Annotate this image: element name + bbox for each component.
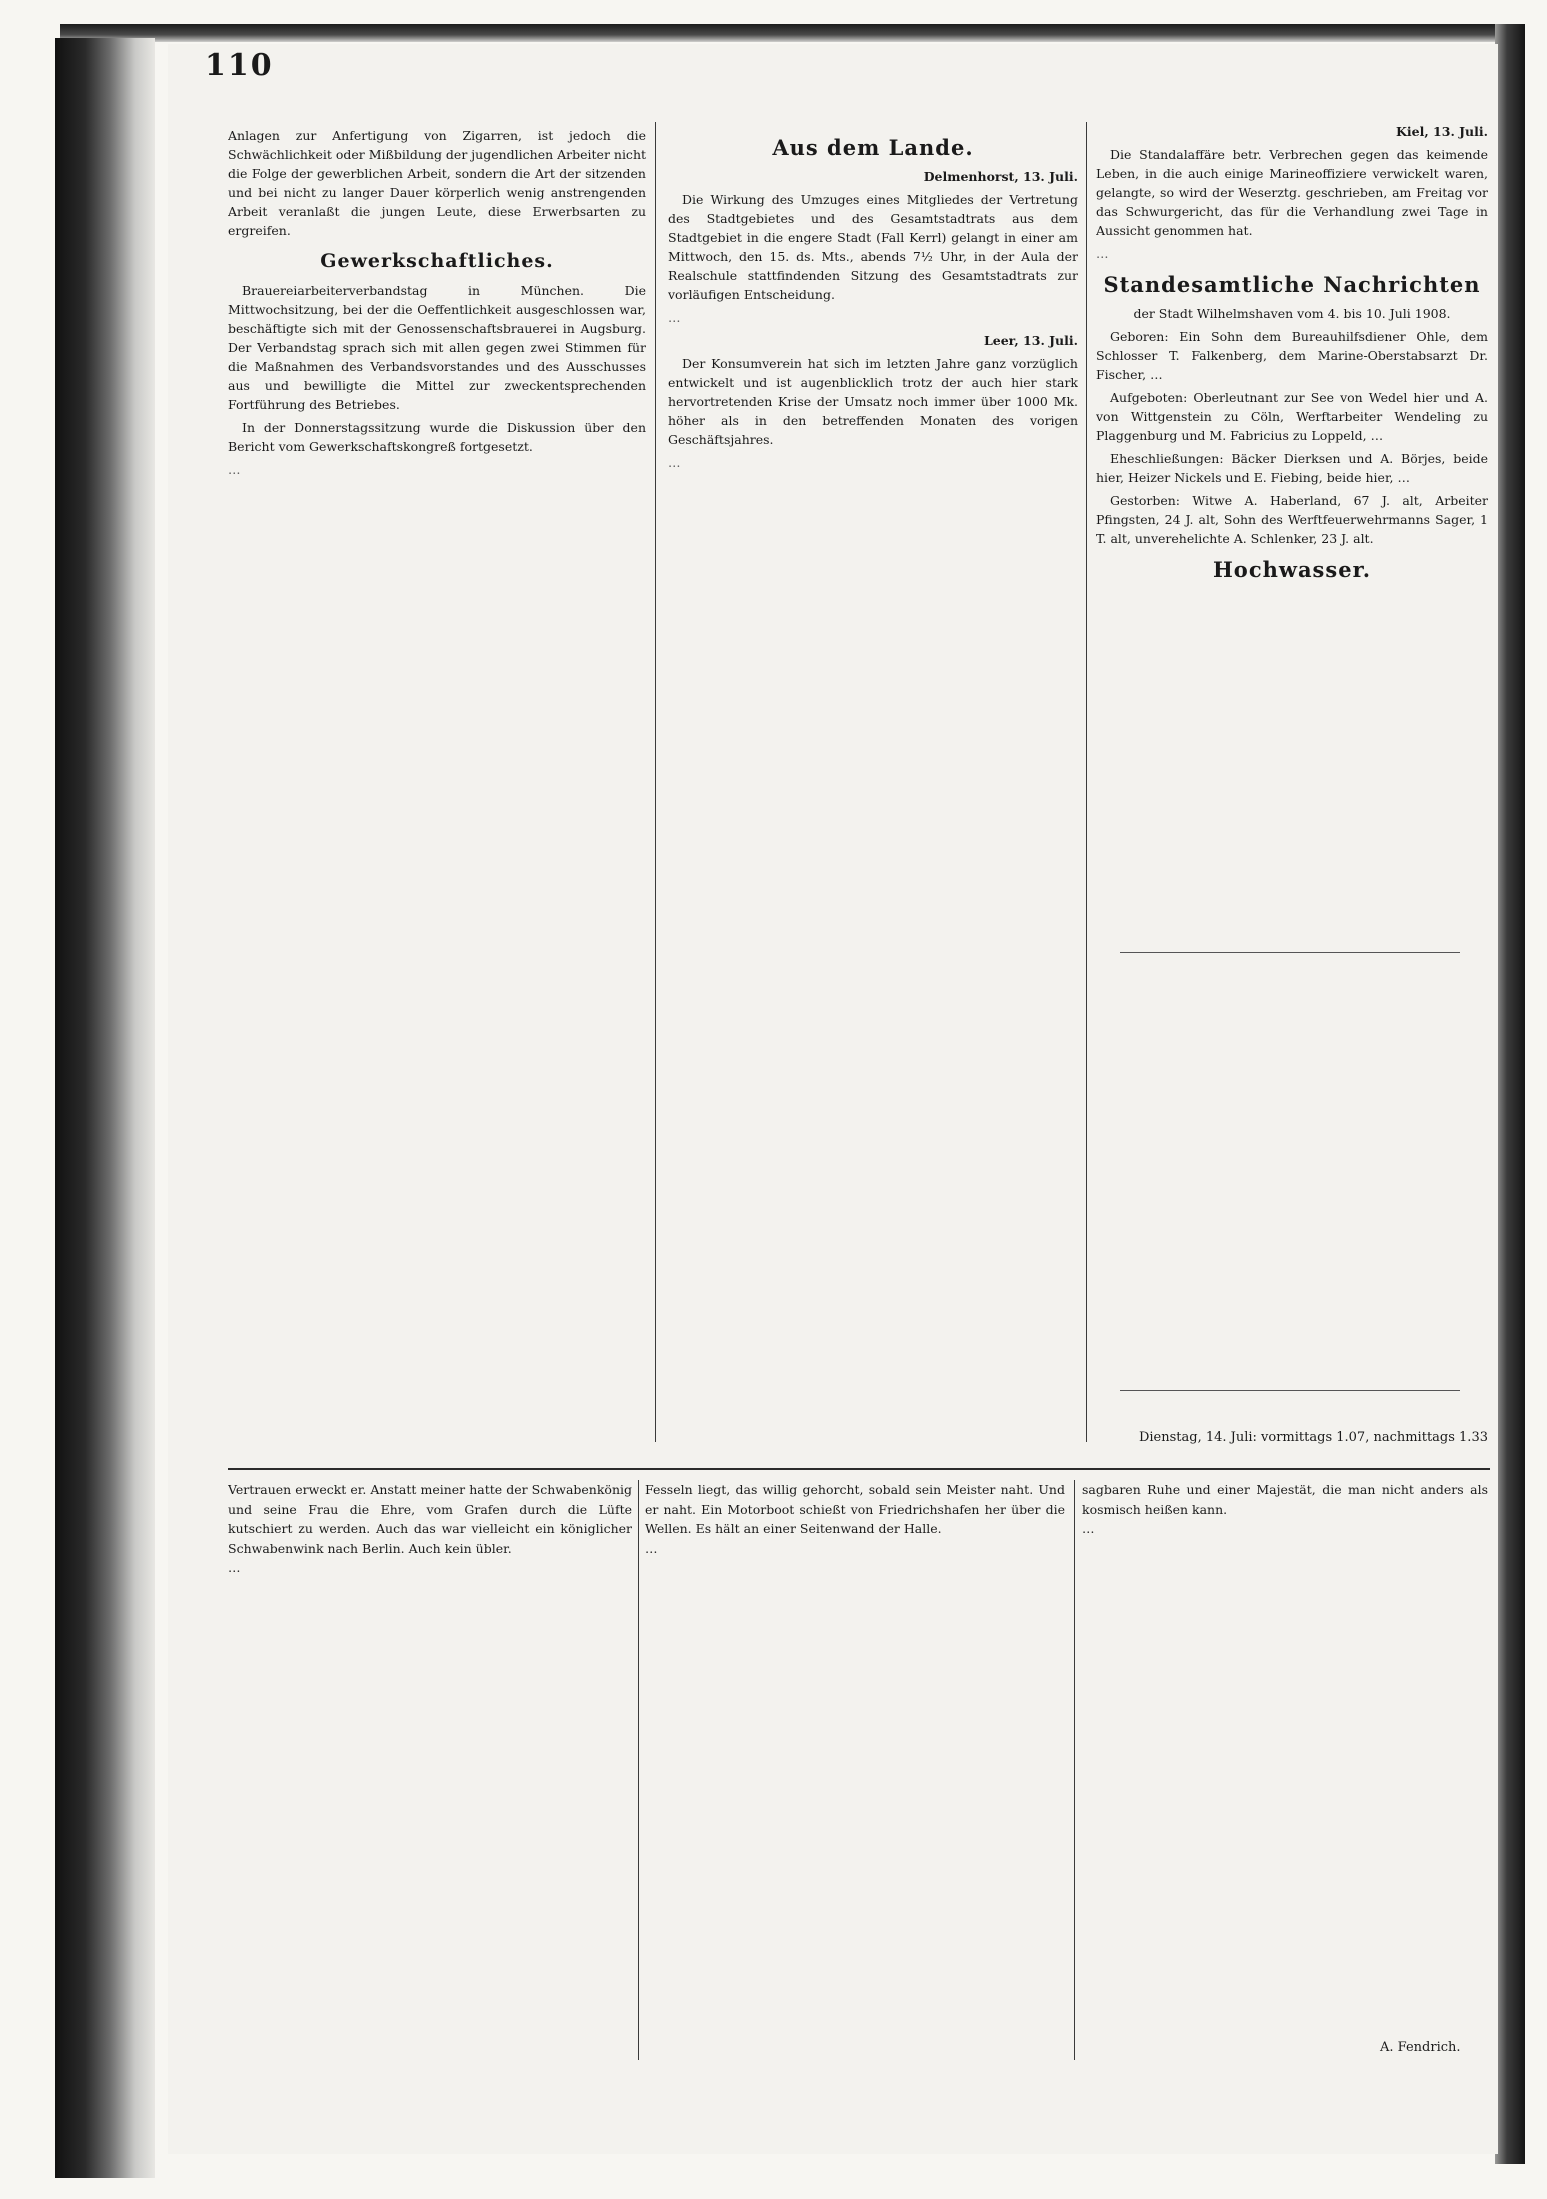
column1-paragraph-2: In der Donnerstagssitzung wurde die Diskussion über den Bericht vom Gewerkschaftskongreß fortgesetzt.	[228, 420, 646, 454]
feuilleton-separator	[228, 1468, 1490, 1470]
feuilleton-col2-start: Fesseln liegt, das willig gehorcht, sobald sein Meister naht. Und er naht. Ein Motorboot schießt von Friedrichshafen her über die Wellen. Es hält an einer Seitenwand der Halle.	[645, 1482, 1065, 1536]
column-3	[1096, 120, 1488, 1470]
author-signature: A. Fendrich.	[1380, 2040, 1461, 2055]
rule-above-hochwasser	[1120, 1390, 1460, 1391]
tide-times: Dienstag, 14. Juli: vormittags 1.07, nachmittags 1.33	[1138, 1430, 1488, 1445]
book-edge-top	[60, 24, 1520, 42]
column1-paragraph-1: Brauereiarbeiterverbandstag in München. Die Mittwochsitzung, bei der die Oeffentlichkeit ausgeschlossen war, beschäftigte sich mit der Genossenschaftsbrauerei in Augsburg. Der Verbandstag sprach sich mit allen gegen zwei Stimmen für die Maßnahmen des Verbandsvorstandes und des Ausschusses aus und bewilligte die Mittel zur zweckentsprechenden Fortführung des Betriebes.	[228, 283, 646, 412]
standesamt-births: Geboren: Ein Sohn dem Bureauhilfsdiener Ohle, dem Schlosser T. Falkenberg, dem Marine-Oberstabsarzt Dr. Fischer, …	[1096, 329, 1488, 382]
book-edge-right	[1495, 24, 1525, 2164]
feuilleton-rule-1	[638, 1480, 639, 2060]
section-heading-gewerkschaftliches: Gewerkschaftliches.	[320, 250, 554, 272]
feuilleton-column-2	[645, 1480, 1065, 2060]
column-rule-2	[1086, 122, 1087, 1442]
standesamt-marriages: Eheschließungen: Bäcker Dierksen und A. Börjes, beide hier, Heizer Nickels und E. Fiebing, beide hier, …	[1096, 451, 1488, 485]
feuilleton-column-3	[1082, 1480, 1488, 2060]
column-rule-1	[655, 122, 656, 1442]
column2-paragraph-1: Die Wirkung des Umzuges eines Mitgliedes der Vertretung des Stadtgebietes und des Gesamtstadtrats aus dem Stadtgebiet in die engere Stadt (Fall Kerrl) gelangt in einer am Mittwoch, den 15. ds. Mts., abends 7½ Uhr, in der Aula der Realschule stattfindenden Sitzung des Gesamtstadtrats zur vorläufigen Entscheidung.	[668, 192, 1078, 302]
standesamt-deaths: Gestorben: Witwe A. Haberland, 67 J. alt, Arbeiter Pfingsten, 24 J. alt, Sohn des Werftfeuerwehrmanns Sager, 1 T. alt, unverehelichte A. Schlenker, 23 J. alt.	[1096, 493, 1488, 546]
feuilleton-col3-start: sagbaren Ruhe und einer Majestät, die man nicht anders als kosmisch heißen kann.	[1082, 1482, 1488, 1517]
column-1	[228, 126, 646, 1446]
section-heading-standesamtliche-nachrichten: Standesamtliche Nachrichten	[1103, 272, 1481, 297]
standesamt-subheading: der Stadt Wilhelmshaven vom 4. bis 10. Juli 1908.	[1133, 306, 1451, 321]
column1-intro: Anlagen zur Anfertigung von Zigarren, ist jedoch die Schwächlichkeit oder Mißbildung der jugendlichen Arbeiter nicht die Folge der gewerblichen Arbeit, sondern die Art der sitzenden und bei nicht zu langer Dauer körperlich wenig anstrengenden Arbeit veranlaßt die jungen Leute, diese Erwerbsarten zu ergreifen.	[228, 128, 646, 238]
page-number: 110	[205, 48, 274, 83]
feuilleton-col1-elided: …	[228, 1560, 241, 1575]
column2-paragraph-2: Der Konsumverein hat sich im letzten Jahre ganz vorzüglich entwickelt und ist augenblicklich trotz der auch hier stark hervortretenden Krise der Umsatz noch immer über 1000 Mk. höher als in den betreffenden Monaten des vorigen Geschäftsjahres.	[668, 356, 1078, 447]
column3-elided: …	[1096, 246, 1109, 261]
section-heading-hochwasser: Hochwasser.	[1212, 557, 1372, 582]
column1-elided: …	[228, 462, 241, 477]
feuilleton-column-1	[228, 1480, 632, 2060]
feuilleton-col1-start: Vertrauen erweckt er. Anstatt meiner hatte der Schwabenkönig und seine Frau die Ehre, vom Grafen durch die Lüfte kutschiert zu werden. Auch das war vielleicht ein königlicher Schwabenwink nach Berlin. Auch kein übler.	[228, 1482, 632, 1556]
column-2	[668, 126, 1078, 1446]
section-heading-aus-dem-lande: Aus dem Lande.	[772, 135, 974, 160]
feuilleton-col2-elided: …	[645, 1540, 658, 1556]
dateline-delmenhorst: Delmenhorst, 13. Juli.	[923, 169, 1078, 184]
dateline-kiel: Kiel, 13. Juli.	[1396, 124, 1488, 139]
book-spine-shadow	[55, 38, 155, 2178]
rule-above-standesamt	[1120, 952, 1460, 953]
feuilleton-rule-2	[1074, 1480, 1075, 2060]
column2-elided-2: …	[668, 455, 681, 470]
column3-paragraph-1: Die Standalaffäre betr. Verbrechen gegen das keimende Leben, in die auch einige Marineoffiziere verwickelt waren, gelangte, so wird der Weserztg. geschrieben, am Freitag vor das Schwurgericht, das für die Verhandlung zwei Tage in Aussicht genommen hat.	[1096, 147, 1488, 238]
standesamt-banns: Aufgeboten: Oberleutnant zur See von Wedel hier und A. von Wittgenstein zu Cöln, Werftarbeiter Wendeling zu Plaggenburg und M. Fabricius zu Loppeld, …	[1096, 390, 1488, 443]
feuilleton-col3-elided: …	[1082, 1521, 1095, 1536]
dateline-leer: Leer, 13. Juli.	[983, 333, 1078, 348]
column2-elided-1: …	[668, 310, 681, 325]
